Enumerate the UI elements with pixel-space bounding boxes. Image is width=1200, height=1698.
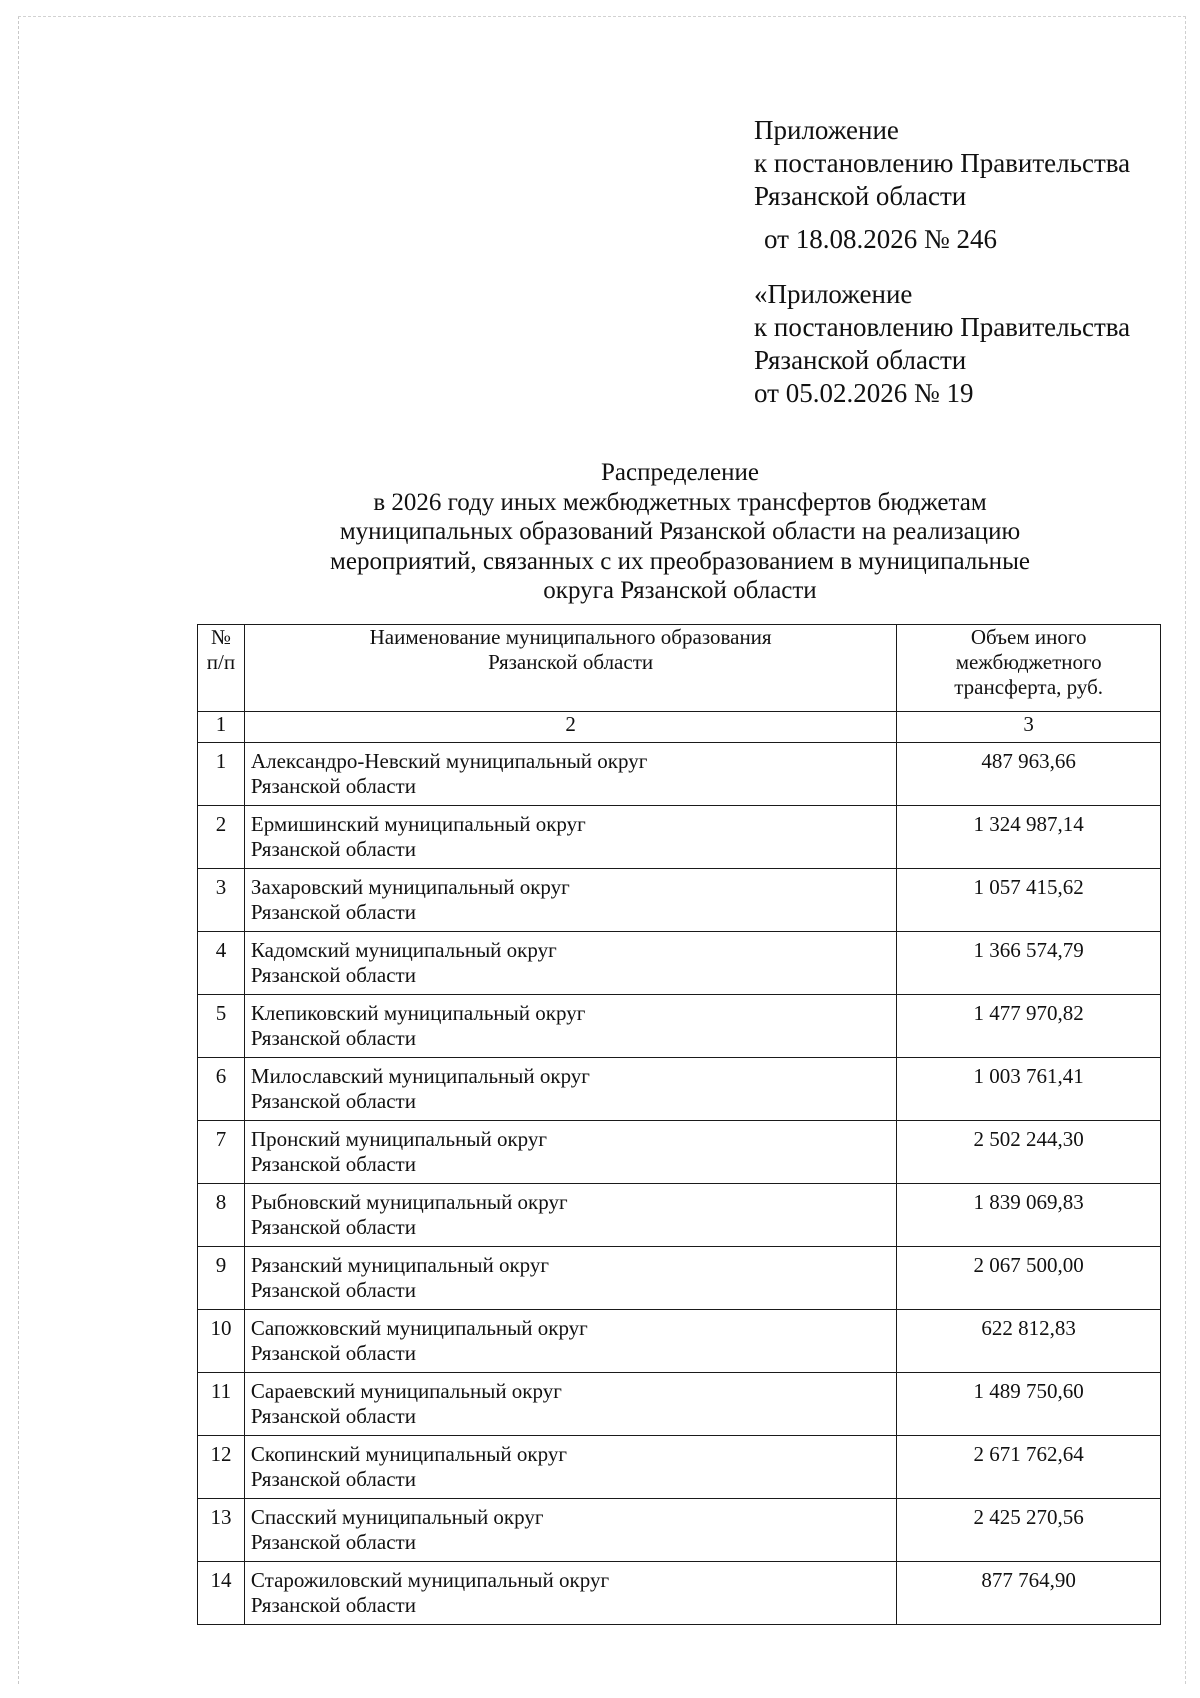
- row-number: 4: [198, 932, 245, 995]
- municipality-region-line: Рязанской области: [250, 1530, 416, 1554]
- table-row: [198, 869, 1161, 932]
- row-number: 3: [198, 869, 245, 932]
- municipality-name: [244, 1058, 896, 1121]
- document-title: [180, 458, 1180, 606]
- row-number: 7: [198, 1121, 245, 1184]
- municipality-region-line: Рязанской области: [250, 1467, 416, 1491]
- title-line: мероприятий, связанных с их преобразованием в муниципальные: [330, 547, 1030, 575]
- row-number: 14: [198, 1562, 245, 1625]
- column-number: 1: [198, 712, 245, 743]
- row-number: 5: [198, 995, 245, 1058]
- municipality-name: [244, 806, 896, 869]
- header-number: № п/п: [198, 625, 245, 712]
- municipality-name: [244, 1436, 896, 1499]
- municipality-name: [244, 1373, 896, 1436]
- municipality-name-line: Сараевский муниципальный округ: [250, 1379, 562, 1403]
- municipality-name: [244, 1310, 896, 1373]
- municipality-region-line: Рязанской области: [250, 1404, 416, 1428]
- transfer-amount: 1 366 574,79: [897, 932, 1161, 995]
- municipality-region-line: Рязанской области: [250, 1089, 416, 1113]
- transfer-amount: 1 324 987,14: [897, 806, 1161, 869]
- title-line: в 2026 году иных межбюджетных трансфертов бюджетам: [373, 488, 987, 516]
- municipality-name: [244, 1499, 896, 1562]
- column-number: 2: [244, 712, 896, 743]
- table-row: [198, 1436, 1161, 1499]
- table-row: [198, 1121, 1161, 1184]
- title-line: Распределение: [601, 459, 759, 486]
- municipality-name-line: Клепиковский муниципальный округ: [250, 1001, 586, 1025]
- municipality-name-line: Пронский муниципальный округ: [250, 1127, 547, 1151]
- municipality-name: [244, 1562, 896, 1625]
- row-number: 6: [198, 1058, 245, 1121]
- transfer-amount: 1 489 750,60: [897, 1373, 1161, 1436]
- original-appendix-line: Рязанской области: [754, 345, 967, 375]
- municipality-name-line: Рязанский муниципальный округ: [250, 1253, 549, 1277]
- row-number: 2: [198, 806, 245, 869]
- municipality-name-line: Сапожковский муниципальный округ: [250, 1316, 588, 1340]
- appendix-line: к постановлению Правительства: [754, 148, 1131, 178]
- municipality-name: [244, 932, 896, 995]
- municipality-name: [244, 743, 896, 806]
- column-number: 3: [897, 712, 1161, 743]
- municipality-name: [244, 1121, 896, 1184]
- municipality-name-line: Скопинский муниципальный округ: [250, 1442, 567, 1466]
- transfer-amount: 2 671 762,64: [897, 1436, 1161, 1499]
- municipality-name: [244, 869, 896, 932]
- municipality-region-line: Рязанской области: [250, 1341, 416, 1365]
- municipality-name-line: Ермишинский муниципальный округ: [250, 812, 586, 836]
- appendix-line: Рязанской области: [754, 181, 967, 211]
- transfer-amount: 1 057 415,62: [897, 869, 1161, 932]
- municipality-region-line: Рязанской области: [250, 963, 416, 987]
- municipality-name: [244, 995, 896, 1058]
- original-appendix-header: [754, 278, 1130, 410]
- row-number: 1: [198, 743, 245, 806]
- header-name: Наименование муниципального образования Рязанской области: [244, 625, 896, 712]
- municipality-name-line: Александро-Невский муниципальный округ: [250, 749, 648, 773]
- table-row: [198, 995, 1161, 1058]
- municipality-name-line: Спасский муниципальный округ: [250, 1505, 544, 1529]
- municipality-name-line: Милославский муниципальный округ: [250, 1064, 590, 1088]
- municipality-name: [244, 1184, 896, 1247]
- transfer-amount: 487 963,66: [897, 743, 1161, 806]
- title-line: округа Рязанской области: [543, 577, 817, 604]
- transfer-amount: 1 477 970,82: [897, 995, 1161, 1058]
- row-number: 8: [198, 1184, 245, 1247]
- appendix-line: Приложение: [754, 115, 899, 145]
- distribution-table: [197, 624, 1161, 1625]
- table-header-row: [198, 625, 1161, 712]
- municipality-name-line: Кадомский муниципальный округ: [250, 938, 557, 962]
- municipality-region-line: Рязанской области: [250, 774, 416, 798]
- table-row: [198, 743, 1161, 806]
- row-number: 13: [198, 1499, 245, 1562]
- transfer-amount: 877 764,90: [897, 1562, 1161, 1625]
- municipality-region-line: Рязанской области: [250, 1215, 416, 1239]
- transfer-amount: 622 812,83: [897, 1310, 1161, 1373]
- table-row: [198, 932, 1161, 995]
- original-appendix-line: от 05.02.2026 № 19: [754, 378, 974, 408]
- municipality-name-line: Захаровский муниципальный округ: [250, 875, 570, 899]
- transfer-amount: 1 839 069,83: [897, 1184, 1161, 1247]
- header-value: Объем иного межбюджетного трансферта, руб.: [897, 625, 1161, 712]
- row-number: 9: [198, 1247, 245, 1310]
- municipality-region-line: Рязанской области: [250, 837, 416, 861]
- municipality-region-line: Рязанской области: [250, 1593, 416, 1617]
- original-appendix-line: к постановлению Правительства: [754, 312, 1131, 342]
- table-row: [198, 1373, 1161, 1436]
- table-row: [198, 1499, 1161, 1562]
- transfer-amount: 2 502 244,30: [897, 1121, 1161, 1184]
- column-number-row: [198, 712, 1161, 743]
- municipality-region-line: Рязанской области: [250, 1026, 416, 1050]
- municipality-region-line: Рязанской области: [250, 900, 416, 924]
- title-line: муниципальных образований Рязанской области на реализацию: [339, 518, 1021, 545]
- original-appendix-line: «Приложение: [754, 279, 913, 309]
- municipality-region-line: Рязанской области: [250, 1278, 416, 1302]
- municipality-name-line: Рыбновский муниципальный округ: [250, 1190, 568, 1214]
- transfer-amount: 1 003 761,41: [897, 1058, 1161, 1121]
- appendix-date: от 18.08.2026 № 246: [764, 224, 997, 254]
- municipality-region-line: Рязанской области: [250, 1152, 416, 1176]
- table-row: [198, 1247, 1161, 1310]
- row-number: 12: [198, 1436, 245, 1499]
- table-row: [198, 1184, 1161, 1247]
- transfer-amount: 2 067 500,00: [897, 1247, 1161, 1310]
- transfer-amount: 2 425 270,56: [897, 1499, 1161, 1562]
- table-row: [198, 806, 1161, 869]
- table-row: [198, 1562, 1161, 1625]
- row-number: 10: [198, 1310, 245, 1373]
- table-row: [198, 1058, 1161, 1121]
- row-number: 11: [198, 1373, 245, 1436]
- municipality-name: [244, 1247, 896, 1310]
- table-row: [198, 1310, 1161, 1373]
- appendix-header: [754, 114, 1130, 213]
- municipality-name-line: Старожиловский муниципальный округ: [250, 1568, 610, 1592]
